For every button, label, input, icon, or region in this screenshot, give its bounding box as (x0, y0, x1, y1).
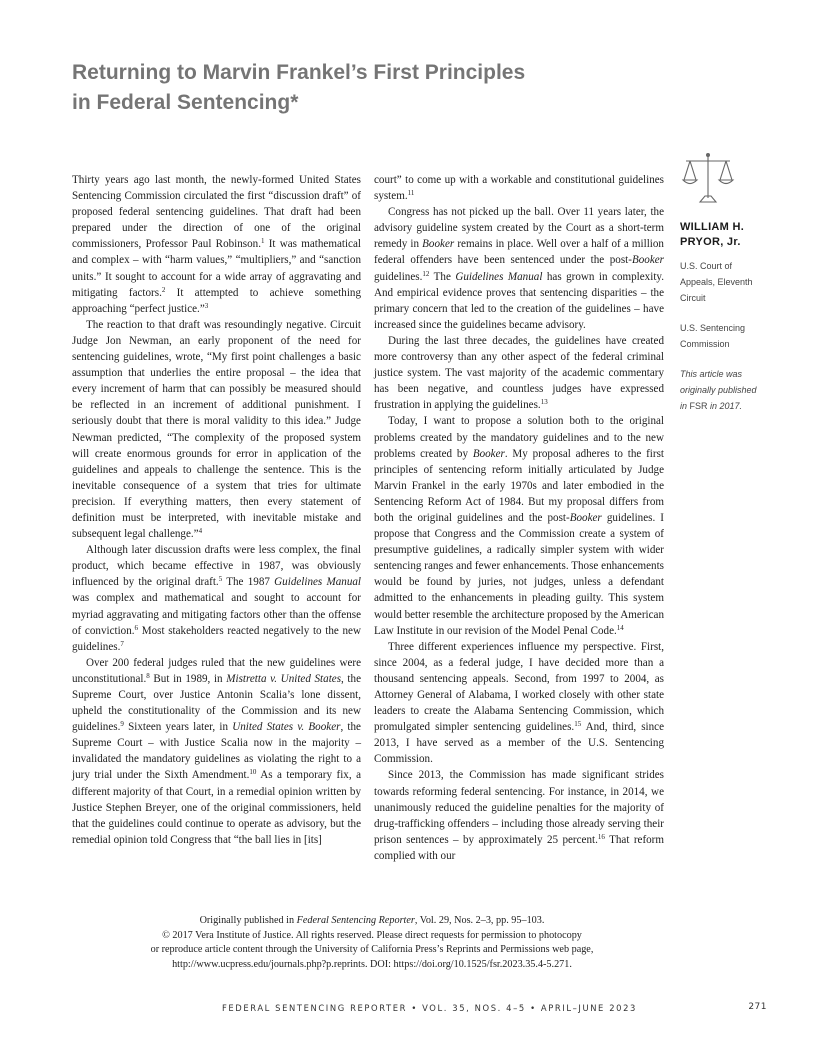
footnote-ref[interactable]: 8 (146, 671, 150, 680)
paragraph: Over 200 federal judges ruled that the new guidelines were unconstitutional.$^8$ But in 1989, in Mistretta v. United States, the Supreme Court, over Justice Antonin Scalia’s lone dissent, upheld the constitutionality of the Commission and its new guidelines.$^9$ Sixteen years later, in United States v. Booker, the Supreme Court – with Justice Scalia now in the majority – invalidated the mandatory guidelines as violating the right to a jury trial under the Sixth Amendment.$^{10}$ As a temporary fix, a different majority of that Court, in a remedial opinion written by Justice Stephen Breyer, one of the original commissioners, held that the guidelines could continue to operate as advisory, but the remedial opinion told Congress that “the ball lies in [its] (72, 656, 361, 846)
footnote-ref[interactable]: 2 (161, 285, 166, 294)
paragraph: The reaction to that draft was resoundingly negative. Circuit Judge Jon Newman, an early proponent of the need for sentencing guidelines, wrote, “My first point challenges a basic assumption that underlies the entire proposal – the idea that every increment of harm that can possibly be measured should be reflected in an increment of additional punishment. I seriously doubt that there is moral validity to this idea.” Judge Newman predicted, “The complexity of the proposed system will create enormous grounds for error in application of the guidelines and appeals to challenge the sentence. This is the inevitable consequence of a system that tries for ultimate precision. If everything matters, then every statement of definition must be interpreted, with inevitable mistake and subsequent legal challenge.”$^4$ (72, 318, 361, 541)
left-column (72, 172, 361, 848)
paragraph: Congress has not picked up the ball. Over 11 years later, the advisory guideline system created by the Court as a short-term remedy in Booker remains in place. Well over a half of a million federal offenders have been sentenced under the post-Booker guidelines.$^{12}$ The Guidelines Manual has grown in complexity. And empirical evidence proves that sentencing disparities – the primary concern that led to the creation of the guidelines – have increased since the guidelines became advisory. (374, 206, 664, 331)
affiliation-court: U.S. Court of Appeals, Eleventh Circuit (680, 261, 753, 303)
middle-column (374, 172, 664, 864)
paragraph: During the last three decades, the guidelines have created more controversy than any other aspect of the federal criminal justice system. The vast majority of the academic commentary has been negative, and countless judges have expressed frustration in applying the guidelines.$^{13}$ (374, 334, 664, 412)
footnote-ref[interactable]: 13 (540, 398, 548, 407)
title-line-1: Returning to Marvin Frankel’s First Principles (72, 61, 526, 84)
article-title (72, 58, 632, 118)
footnote-ref[interactable]: 10 (249, 768, 257, 777)
footnote-ref[interactable]: 7 (120, 639, 124, 648)
paragraph: court” to come up with a workable and constitutional guidelines system.$^{11}$ (374, 174, 664, 203)
publication-note: This article was originally published in FSR in 2017. (680, 369, 757, 411)
footnote-ref[interactable]: 4 (198, 527, 203, 536)
paragraph: Thirty years ago last month, the newly-formed United States Sentencing Commission circulated the first “discussion draft” of proposed federal sentencing guidelines. That draft had been prepared under the direction of one of the original commissioners, Professor Paul Robinson.$^1$ It was mathematical and complex – with “harm values,” “multipliers,” and “sanction units.” It sought to account for a wide array of aggravating and mitigating factors.$^2$ It attempted to achieve something approaching “perfect justice.”$^3$ (72, 174, 361, 315)
footnote-ref[interactable]: 11 (407, 189, 415, 198)
footnote-ref[interactable]: 16 (597, 832, 605, 841)
paragraph: Today, I want to propose a solution both to the original problems created by the mandatory guidelines and to the new problems created by Booker. My proposal adheres to the first principles of sentencing reform initially articulated by Judge Marvin Frankel in the early 1970s and later embodied in the Sentencing Reform Act of 1984. But my proposal differs from both the original guidelines and the post-Booker guidelines. I propose that Congress and the Commission create a system of presumptive guidelines, a radically simpler system with wider sentencing ranges and fewer enhancements. Those enhancements would be found by juries, not judges, unless a defendant admitted to the enhancements in pleading guilty. This system would better resemble the architecture proposed by the American Law Institute in our revision of the Model Penal Code.$^{14}$ (374, 415, 665, 637)
footnote-ref[interactable]: 6 (134, 623, 139, 632)
author-sidebar (680, 150, 760, 414)
footnote-ref[interactable]: 1 (260, 237, 265, 246)
running-footer: FEDERAL SENTENCING REPORTER • VOL. 35, NOS. 4–5 • APRIL–JUNE 2023 (222, 1003, 637, 1013)
page-number: 271 (748, 1002, 767, 1012)
affiliation-commission: U.S. Sentencing Commission (680, 323, 746, 349)
footnote-ref[interactable]: 3 (204, 301, 209, 310)
footnote-ref[interactable]: 9 (120, 720, 124, 729)
copyright-notice: Originally published in Federal Sentencing Reporter, Vol. 29, Nos. 2–3, pp. 95–103. © 2017 Vera Institute of Justice. All rights reserved. Please direct requests for permission to photocopy or reproduce article content through the University of California Press’s Reprints and Permissions web page, http://www.ucpress.edu/journals.php?p.reprints. DOI: https://doi.org/10.1525/fsr.2023.35.4-5.271. (72, 914, 672, 972)
paragraph: Since 2013, the Commission has made significant strides towards reforming federal sentencing. For instance, in 2014, we unanimously reduced the guideline penalties for the majority of drug-trafficking offenders – including those already serving their prison sentences – by approximately 25 percent.$^{16}$ That reform complied with our (374, 769, 665, 862)
title-line-2: in Federal Sentencing* (72, 91, 299, 114)
paragraph: Although later discussion drafts were less complex, the final product, which became effective in 1987, was obviously influenced by the original draft.$^5$ The 1987 Guidelines Manual was complex and mathematical and sought to account for myriad aggravating and mitigating factors other than the offense of conviction.$^6$ Most stakeholders reacted negatively to the new guidelines.$^7$ (72, 544, 361, 653)
footnote-ref[interactable]: 15 (574, 720, 582, 729)
scales-of-justice-icon (680, 150, 736, 206)
doi-link[interactable]: http://www.ucpress.edu/journals.php?p.reprints. DOI: https://doi.org/10.1525/fsr.2023.35.4-5.271. (172, 958, 572, 970)
paragraph: Three different experiences influence my perspective. First, since 2004, as a federal judge, I have decided more than a thousand sentencing appeals. Second, from 1997 to 2004, as Attorney General of Alabama, I worked closely with other state leaders to create the Alabama Sentencing Commission, which promulgated simpler sentencing guidelines.$^{15}$ And, third, since 2013, I have served as a member of the U.S. Sentencing Commission. (374, 640, 664, 766)
footnote-ref[interactable]: 14 (616, 623, 624, 632)
author-name: WILLIAM H. PRYOR, Jr. (680, 221, 745, 248)
footnote-ref[interactable]: 5 (218, 575, 223, 584)
footnote-ref[interactable]: 12 (422, 269, 430, 278)
